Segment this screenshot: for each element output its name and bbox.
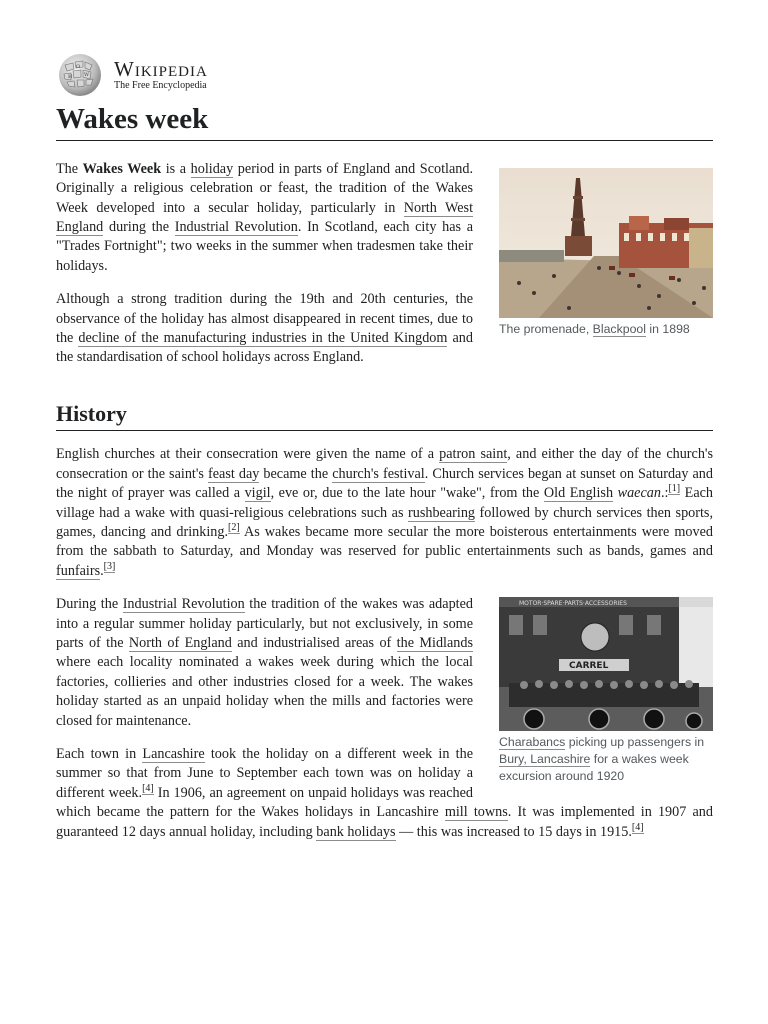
history-paragraph-1	[56, 445, 713, 581]
wordmark	[114, 59, 208, 91]
link-blackpool[interactable]: Blackpool	[592, 321, 646, 336]
link-industrial-revolution[interactable]: Industrial Revolution	[174, 219, 298, 236]
figure-charabancs	[499, 597, 713, 785]
link-north-of-england[interactable]: North of England	[128, 635, 232, 652]
link-funfairs[interactable]: funfairs	[56, 562, 101, 579]
link-old-english[interactable]: Old English	[543, 485, 614, 502]
wikipedia-globe-icon[interactable]	[56, 53, 104, 97]
link-vigil[interactable]: vigil	[244, 485, 271, 502]
svg-text:Ω: Ω	[76, 64, 81, 70]
link-patron-saint[interactable]: patron saint	[439, 446, 508, 463]
link-mill-towns[interactable]: mill towns	[444, 804, 508, 821]
text: became the	[259, 465, 333, 482]
text: — this was increased to 15 days in 1915.	[395, 823, 632, 840]
site-tagline: The Free Encyclopedia	[114, 80, 207, 91]
text: period in parts of England and Scotland. Originally a religious celebration or feast, the tradition of the Wakes Week developed into a secular holiday, particularly in	[56, 160, 473, 216]
masthead[interactable]	[56, 52, 713, 98]
site-name: Wikipedia	[114, 57, 208, 81]
figure-charabancs-caption	[499, 734, 713, 785]
svg-text:W: W	[84, 72, 90, 78]
text: The	[56, 160, 83, 177]
text: and industrialised areas of	[231, 635, 397, 652]
link-rushbearing[interactable]: rushbearing	[408, 504, 476, 521]
text: .:	[660, 485, 669, 502]
svg-text:И: И	[68, 74, 73, 80]
text: English churches at their consecration were given the name of a	[56, 446, 440, 463]
svg-text:MOTOR·SPARE·PARTS·ACCESSORIES: MOTOR·SPARE·PARTS·ACCESSORIES	[519, 600, 627, 608]
text: Although a strong tradition during the 19th and 20th centuries, the observance of the holiday has almost disappeared in recent times, due to the	[56, 291, 473, 347]
caption-text: picking up passengers in	[565, 735, 705, 750]
text: In 1906, an agreement on unpaid holidays was reached which became the pattern for the Wakes holidays in Lancashire	[56, 784, 473, 821]
link-decline-manufacturing[interactable]: decline of the manufacturing industries in the United Kingdom	[78, 330, 448, 347]
text: , eve or, due to the late hour "wake", from the	[270, 485, 544, 502]
sign-text: CARREL	[569, 661, 609, 672]
text: the tradition of the wakes was adapted into a regular summer holiday particularly, but not exclusively, in some parts of the	[56, 596, 473, 652]
link-holiday[interactable]: holiday	[190, 160, 234, 177]
reference-2[interactable]: [2]	[228, 522, 240, 534]
text: followed by church services then sports, games, dancing and drinking.	[56, 504, 713, 540]
page-title: Wakes week	[56, 102, 713, 141]
text: . Church services began at sunset on Saturday and the night of prayer was called a	[56, 465, 713, 502]
text: .	[100, 562, 104, 579]
link-bank-holidays[interactable]: bank holidays	[316, 823, 396, 840]
figure-blackpool-caption	[499, 321, 713, 338]
caption-text: for a wakes week excursion around 1920	[499, 752, 689, 784]
figure-blackpool	[499, 168, 713, 338]
reference-1[interactable]: [1]	[668, 483, 681, 495]
link-churchs-festival[interactable]: church's festival	[332, 465, 425, 482]
text: , and either the day of the church's consecration or the saint's	[56, 446, 713, 482]
lead-section	[56, 160, 713, 368]
charabancs-bury-image[interactable]	[499, 597, 713, 731]
text: . It was implemented in 1907 and guaranteed 12 days annual holiday, including	[56, 804, 713, 840]
text: Each village had a wake with quasi-religious celebrations such as	[56, 485, 714, 521]
text: During the	[56, 596, 123, 613]
reference-4[interactable]: [4]	[142, 783, 154, 795]
text: and the standardisation of school holidays across England.	[56, 330, 473, 366]
bold-term: Wakes Week	[82, 160, 162, 177]
italic-term: waecan	[617, 485, 661, 502]
text: where each locality nominated a wakes week during which the local factories, collieries and other industries closed for a week. The wakes holiday started as an unpaid holiday when the mills and factories were closed for maintenance.	[56, 654, 473, 729]
text: . In Scotland, each city has a "Trades Fortnight"; two weeks in the summer when tradesmen take their holidays.	[56, 219, 473, 274]
text: As wakes became more secular the more boisterous entertainments were moved from the sabbath to Saturday, and Monday was reserved for public entertainments such as bands, games and	[56, 523, 713, 560]
caption-text: The promenade,	[499, 321, 593, 336]
link-lancashire[interactable]: Lancashire	[142, 746, 205, 763]
text: Each town in	[56, 746, 143, 763]
reference-3[interactable]: [3]	[103, 561, 116, 573]
link-industrial-revolution-2[interactable]: Industrial Revolution	[122, 596, 245, 613]
article-page	[56, 52, 713, 842]
blackpool-promenade-image[interactable]	[499, 168, 713, 318]
link-feast-day[interactable]: feast day	[208, 465, 260, 482]
section-heading-history: History	[56, 400, 713, 432]
link-bury-lancashire[interactable]: Bury, Lancashire	[499, 752, 591, 767]
text: is a	[161, 160, 191, 177]
text: during the	[103, 219, 175, 236]
reference-4b[interactable]: [4]	[631, 821, 644, 833]
link-north-west-england[interactable]: North West England	[56, 199, 474, 236]
text: took the holiday on a different week in the summer so that from June to September each town was on holiday a different week.	[56, 746, 474, 801]
link-charabancs[interactable]: Charabancs	[499, 735, 566, 750]
caption-text: in 1898	[645, 321, 690, 336]
history-section	[56, 400, 713, 842]
link-the-midlands[interactable]: the Midlands	[396, 635, 473, 652]
